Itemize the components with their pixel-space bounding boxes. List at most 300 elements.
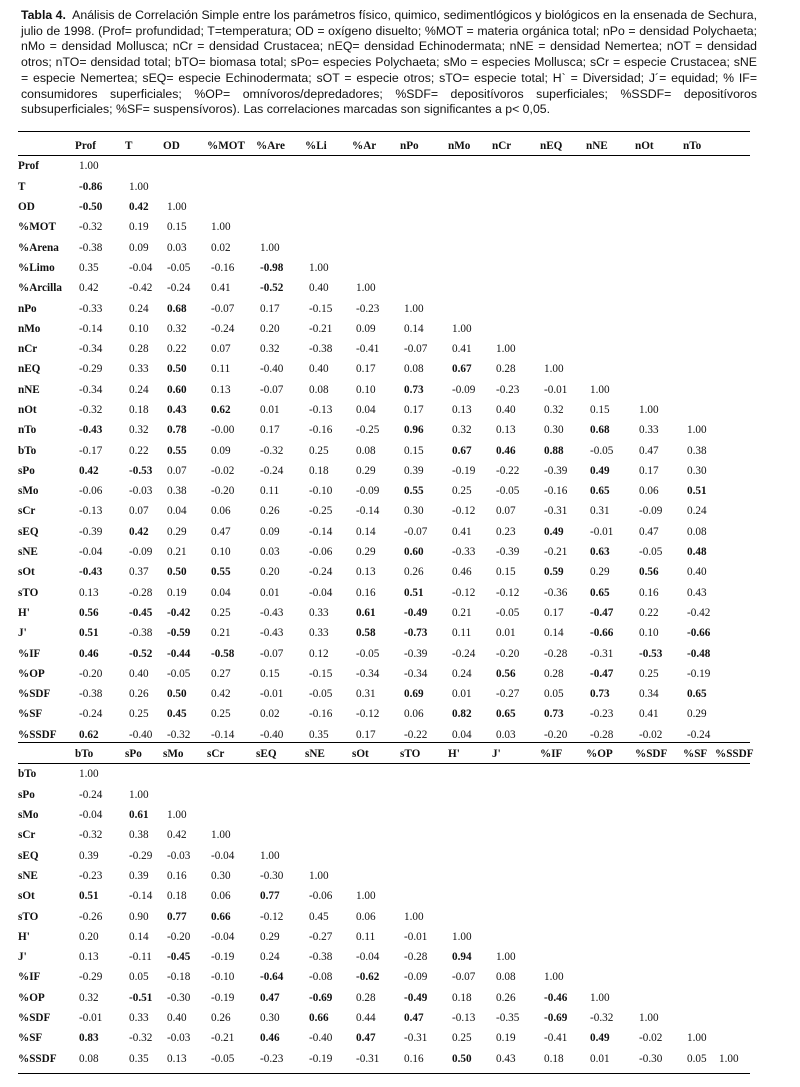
correlation-value: -0.19 xyxy=(452,464,476,477)
correlation-value: -0.07 xyxy=(260,647,284,660)
correlation-cell xyxy=(75,866,125,886)
correlation-cell xyxy=(540,967,586,987)
row-label: bTo xyxy=(18,768,37,781)
correlation-value: -0.22 xyxy=(496,464,520,477)
correlation-value: 0.13 xyxy=(356,566,376,579)
correlation-cell xyxy=(540,1008,586,1028)
empty-cell xyxy=(733,380,763,400)
correlation-value: -0.29 xyxy=(79,363,103,376)
correlation-cell xyxy=(256,319,305,339)
column-header: sNE xyxy=(305,748,325,761)
correlation-value: 0.18 xyxy=(309,464,329,477)
correlation-value: -0.24 xyxy=(452,647,476,660)
correlation-value: 0.33 xyxy=(309,627,329,640)
correlation-value: -0.24 xyxy=(260,464,284,477)
correlation-cell xyxy=(305,319,352,339)
correlation-cell xyxy=(163,603,207,623)
correlation-value: 0.42 xyxy=(129,525,149,538)
empty-cell xyxy=(492,927,540,947)
correlation-value: -0.31 xyxy=(404,1032,428,1045)
correlation-cell xyxy=(305,967,352,987)
correlation-value: -0.17 xyxy=(79,444,103,457)
correlation-value: 1.00 xyxy=(590,991,610,1004)
correlation-cell xyxy=(683,461,733,481)
correlation-cell xyxy=(305,886,352,906)
table-row xyxy=(18,805,763,825)
correlation-value: -0.69 xyxy=(309,991,333,1004)
correlation-value: -0.39 xyxy=(496,546,520,559)
empty-cell xyxy=(207,805,256,825)
correlation-cell xyxy=(683,522,733,542)
table-row xyxy=(18,522,763,542)
correlation-cell xyxy=(352,988,400,1008)
correlation-cell xyxy=(400,481,448,501)
correlation-value: 0.30 xyxy=(404,505,424,518)
correlation-cell xyxy=(125,805,163,825)
empty-cell xyxy=(448,825,492,845)
correlation-cell xyxy=(207,298,256,318)
empty-cell xyxy=(207,764,256,784)
correlation-cell xyxy=(635,501,683,521)
correlation-value: 0.68 xyxy=(167,302,187,315)
correlation-cell xyxy=(586,623,635,643)
correlation-value: 0.62 xyxy=(211,404,231,416)
correlation-cell xyxy=(540,704,586,724)
correlation-cell xyxy=(683,440,733,460)
empty-cell xyxy=(448,197,492,217)
table-2-header-rule xyxy=(18,763,750,764)
correlation-value: -0.20 xyxy=(211,485,235,498)
empty-cell xyxy=(305,825,352,845)
correlation-cell xyxy=(207,278,256,298)
correlation-value: 0.31 xyxy=(590,505,610,518)
correlation-value: 0.30 xyxy=(260,1012,280,1024)
empty-cell xyxy=(305,197,352,217)
correlation-cell xyxy=(256,461,305,481)
correlation-value: 0.38 xyxy=(687,444,707,457)
correlation-cell xyxy=(683,623,733,643)
correlation-value: -0.02 xyxy=(639,728,663,741)
correlation-value: -0.51 xyxy=(129,991,153,1004)
correlation-value: 1.00 xyxy=(356,890,376,903)
correlation-cell xyxy=(400,643,448,663)
correlation-cell xyxy=(256,258,305,278)
correlation-value: -0.32 xyxy=(260,444,284,457)
empty-cell xyxy=(492,764,540,784)
correlation-cell xyxy=(352,542,400,562)
correlation-value: 0.01 xyxy=(452,688,472,701)
correlation-value: 0.15 xyxy=(167,221,187,234)
correlation-cell xyxy=(492,440,540,460)
corner-cell xyxy=(18,136,75,156)
correlation-value: -0.41 xyxy=(544,1032,568,1045)
empty-cell xyxy=(305,177,352,197)
row-label: H' xyxy=(18,606,30,619)
row-label: sCr xyxy=(18,829,36,842)
correlation-value: -0.41 xyxy=(356,343,380,356)
correlation-cell xyxy=(163,704,207,724)
correlation-value: 0.17 xyxy=(356,728,376,741)
empty-cell xyxy=(586,764,635,784)
correlation-cell xyxy=(492,501,540,521)
empty-cell xyxy=(733,643,763,663)
correlation-cell xyxy=(125,623,163,643)
empty-cell xyxy=(256,785,305,805)
correlation-cell xyxy=(400,501,448,521)
empty-cell xyxy=(683,967,715,987)
empty-cell xyxy=(586,278,635,298)
correlation-value: -0.12 xyxy=(260,910,284,923)
correlation-value: 0.10 xyxy=(211,546,231,559)
correlation-value: 1.00 xyxy=(211,829,231,842)
correlation-cell xyxy=(540,988,586,1008)
correlation-cell xyxy=(163,988,207,1008)
correlation-value: 0.04 xyxy=(167,505,187,518)
correlation-cell xyxy=(586,562,635,582)
empty-cell xyxy=(635,258,683,278)
row-label: %SF xyxy=(18,708,43,721)
correlation-cell xyxy=(635,603,683,623)
table-row xyxy=(18,886,763,906)
correlation-cell xyxy=(586,1028,635,1048)
correlation-value: 0.14 xyxy=(356,525,376,538)
correlation-value: -0.52 xyxy=(260,282,284,295)
correlation-cell xyxy=(352,967,400,987)
correlation-value: -0.29 xyxy=(129,849,153,862)
correlation-value: -0.23 xyxy=(496,383,520,396)
row-label: H' xyxy=(18,930,30,943)
correlation-value: 0.06 xyxy=(211,890,231,903)
correlation-cell xyxy=(125,278,163,298)
correlation-value: 0.45 xyxy=(309,910,329,923)
empty-cell xyxy=(733,156,763,176)
correlation-cell xyxy=(125,825,163,845)
correlation-cell xyxy=(305,481,352,501)
correlation-cell xyxy=(207,623,256,643)
empty-cell xyxy=(540,825,586,845)
correlation-value: -0.31 xyxy=(590,647,614,660)
correlation-value: -0.24 xyxy=(687,728,711,741)
correlation-value: -0.66 xyxy=(687,627,711,640)
correlation-value: -0.09 xyxy=(452,383,476,396)
correlation-cell xyxy=(75,583,125,603)
correlation-value: 0.29 xyxy=(167,525,187,538)
correlation-cell xyxy=(448,1028,492,1048)
correlation-value: -0.73 xyxy=(404,627,428,640)
empty-cell xyxy=(683,298,733,318)
correlation-cell xyxy=(352,400,400,420)
correlation-cell xyxy=(586,481,635,501)
correlation-value: 0.22 xyxy=(129,444,149,457)
table-row xyxy=(18,825,763,845)
correlation-value: -0.44 xyxy=(167,647,191,660)
correlation-cell xyxy=(635,522,683,542)
correlation-cell xyxy=(125,704,163,724)
correlation-cell xyxy=(586,583,635,603)
correlation-cell xyxy=(75,664,125,684)
row-label: nPo xyxy=(18,302,37,315)
correlation-cell xyxy=(540,562,586,582)
correlation-cell xyxy=(305,866,352,886)
correlation-cell xyxy=(75,927,125,947)
correlation-cell xyxy=(207,339,256,359)
correlation-cell xyxy=(125,906,163,926)
empty-cell xyxy=(635,764,683,784)
correlation-value: 0.11 xyxy=(452,627,472,640)
correlation-value: 1.00 xyxy=(129,788,149,801)
correlation-cell xyxy=(448,664,492,684)
row-label: nTo xyxy=(18,424,37,437)
correlation-cell xyxy=(683,420,733,440)
correlation-value: 0.94 xyxy=(452,951,472,964)
correlation-cell xyxy=(207,1048,256,1068)
correlation-cell xyxy=(163,825,207,845)
correlation-cell xyxy=(207,258,256,278)
empty-cell xyxy=(635,845,683,865)
correlation-value: -0.64 xyxy=(260,971,284,984)
row-label: sCr xyxy=(18,505,36,518)
empty-cell xyxy=(540,927,586,947)
correlation-value: 1.00 xyxy=(687,424,707,437)
correlation-value: 1.00 xyxy=(167,201,187,214)
correlation-cell xyxy=(125,298,163,318)
correlation-value: 0.04 xyxy=(211,586,231,599)
correlation-cell xyxy=(75,643,125,663)
empty-cell xyxy=(683,380,733,400)
correlation-value: -0.13 xyxy=(309,404,333,416)
correlation-value: -0.30 xyxy=(639,1052,663,1065)
correlation-cell xyxy=(586,1048,635,1068)
correlation-value: 0.63 xyxy=(590,546,610,559)
correlation-value: 1.00 xyxy=(496,343,516,356)
correlation-value: -0.13 xyxy=(452,1012,476,1024)
correlation-value: 0.24 xyxy=(687,505,707,518)
correlation-value: -0.40 xyxy=(260,363,284,376)
correlation-value: -0.20 xyxy=(79,667,103,680)
correlation-cell xyxy=(75,177,125,197)
correlation-value: 0.29 xyxy=(356,464,376,477)
correlation-cell xyxy=(125,886,163,906)
correlation-cell xyxy=(75,217,125,237)
correlation-value: -0.23 xyxy=(590,708,614,721)
correlation-value: -0.28 xyxy=(129,586,153,599)
correlation-value: -0.86 xyxy=(79,180,103,193)
empty-cell xyxy=(352,258,400,278)
correlation-value: 0.42 xyxy=(79,464,99,477)
table-row xyxy=(18,400,763,420)
correlation-value: -0.27 xyxy=(309,930,333,943)
correlation-cell xyxy=(448,967,492,987)
correlation-value: 0.30 xyxy=(544,424,564,437)
correlation-value: 0.32 xyxy=(544,404,564,416)
column-header: %SSDF xyxy=(715,748,754,761)
correlation-cell xyxy=(635,583,683,603)
correlation-cell xyxy=(305,927,352,947)
correlation-cell xyxy=(163,805,207,825)
correlation-cell xyxy=(256,278,305,298)
correlation-value: 0.40 xyxy=(687,566,707,579)
correlation-value: -0.24 xyxy=(79,788,103,801)
correlation-cell xyxy=(125,339,163,359)
correlation-cell xyxy=(256,1028,305,1048)
correlation-value: -0.39 xyxy=(404,647,428,660)
correlation-cell xyxy=(125,258,163,278)
correlation-value: -0.07 xyxy=(211,302,235,315)
correlation-value: 0.05 xyxy=(544,688,564,701)
correlation-value: -0.66 xyxy=(590,627,614,640)
row-label: %MOT xyxy=(18,221,56,234)
empty-cell xyxy=(635,380,683,400)
correlation-cell xyxy=(75,886,125,906)
correlation-cell xyxy=(683,583,733,603)
correlation-value: 0.18 xyxy=(452,991,472,1004)
correlation-cell xyxy=(448,481,492,501)
correlation-value: 0.30 xyxy=(211,869,231,882)
correlation-value: 0.25 xyxy=(211,606,231,619)
correlation-cell xyxy=(400,583,448,603)
correlation-value: 0.42 xyxy=(129,201,149,214)
table-row xyxy=(18,967,763,987)
correlation-value: -0.49 xyxy=(404,606,428,619)
correlation-cell xyxy=(207,319,256,339)
row-label: %SDF xyxy=(18,688,51,701)
correlation-cell xyxy=(163,967,207,987)
correlation-cell xyxy=(163,461,207,481)
empty-cell xyxy=(492,298,540,318)
correlation-cell xyxy=(207,1008,256,1028)
correlation-value: 0.34 xyxy=(639,688,659,701)
correlation-cell xyxy=(586,988,635,1008)
correlation-value: -0.05 xyxy=(309,688,333,701)
row-label: nCr xyxy=(18,343,38,356)
correlation-cell xyxy=(305,643,352,663)
column-header: %Ar xyxy=(352,140,377,153)
table-mid-rule xyxy=(18,742,750,743)
correlation-cell xyxy=(305,603,352,623)
correlation-value: 0.13 xyxy=(452,404,472,416)
correlation-value: 0.37 xyxy=(129,566,149,579)
correlation-cell xyxy=(352,1008,400,1028)
correlation-cell xyxy=(305,298,352,318)
correlation-value: 0.05 xyxy=(687,1052,707,1065)
correlation-cell xyxy=(163,339,207,359)
empty-cell xyxy=(448,237,492,257)
correlation-value: -0.06 xyxy=(79,485,103,498)
correlation-value: -0.21 xyxy=(309,322,333,335)
correlation-cell xyxy=(448,339,492,359)
empty-cell xyxy=(492,886,540,906)
correlation-cell xyxy=(163,522,207,542)
correlation-cell xyxy=(400,967,448,987)
empty-cell xyxy=(400,785,448,805)
correlation-cell xyxy=(448,542,492,562)
correlation-value: 1.00 xyxy=(544,971,564,984)
correlation-cell xyxy=(75,298,125,318)
empty-cell xyxy=(683,237,733,257)
empty-cell xyxy=(733,623,763,643)
correlation-cell xyxy=(492,380,540,400)
correlation-value: 0.02 xyxy=(211,241,231,254)
correlation-value: -0.23 xyxy=(356,302,380,315)
correlation-value: -0.12 xyxy=(452,586,476,599)
correlation-cell xyxy=(125,237,163,257)
correlation-cell xyxy=(207,461,256,481)
correlation-value: 0.39 xyxy=(129,869,149,882)
correlation-cell xyxy=(352,380,400,400)
correlation-cell xyxy=(125,400,163,420)
empty-cell xyxy=(492,319,540,339)
empty-cell xyxy=(352,805,400,825)
empty-cell xyxy=(400,177,448,197)
empty-cell xyxy=(400,805,448,825)
column-header: %IF xyxy=(540,748,563,761)
empty-cell xyxy=(715,947,763,967)
correlation-value: 0.51 xyxy=(79,890,99,903)
correlation-cell xyxy=(352,664,400,684)
empty-cell xyxy=(448,764,492,784)
correlation-value: -0.05 xyxy=(211,1052,235,1065)
correlation-cell xyxy=(75,764,125,784)
correlation-value: -0.48 xyxy=(687,647,711,660)
correlation-cell xyxy=(352,359,400,379)
correlation-value: 0.51 xyxy=(79,627,99,640)
table-1-header xyxy=(18,136,763,156)
correlation-value: 0.19 xyxy=(167,586,187,599)
empty-cell xyxy=(715,1028,763,1048)
correlation-cell xyxy=(400,947,448,967)
correlation-cell xyxy=(125,947,163,967)
correlation-value: 1.00 xyxy=(211,221,231,234)
correlation-value: -0.59 xyxy=(167,627,191,640)
correlation-value: 0.17 xyxy=(356,363,376,376)
correlation-cell xyxy=(256,704,305,724)
correlation-value: 0.46 xyxy=(452,566,472,579)
correlation-cell xyxy=(400,400,448,420)
correlation-value: 1.00 xyxy=(79,768,99,781)
correlation-value: 0.10 xyxy=(639,627,659,640)
empty-cell xyxy=(715,866,763,886)
correlation-value: -0.24 xyxy=(79,708,103,721)
correlation-value: 0.01 xyxy=(590,1052,610,1065)
empty-cell xyxy=(400,156,448,176)
row-label: %Limo xyxy=(18,261,55,274)
empty-cell xyxy=(400,764,448,784)
empty-cell xyxy=(586,906,635,926)
correlation-table-1 xyxy=(18,136,763,745)
correlation-cell xyxy=(207,603,256,623)
correlation-value: 0.03 xyxy=(260,546,280,559)
correlation-value: -0.22 xyxy=(404,728,428,741)
table-row xyxy=(18,298,763,318)
correlation-value: 0.08 xyxy=(496,971,516,984)
correlation-value: -0.11 xyxy=(129,951,152,964)
correlation-value: 0.16 xyxy=(404,1052,424,1065)
correlation-value: 0.35 xyxy=(309,728,329,741)
empty-cell xyxy=(635,866,683,886)
correlation-value: -0.38 xyxy=(79,241,103,254)
correlation-cell xyxy=(163,420,207,440)
correlation-cell xyxy=(207,400,256,420)
correlation-cell xyxy=(256,562,305,582)
table-row xyxy=(18,562,763,582)
empty-cell xyxy=(586,785,635,805)
empty-cell xyxy=(400,197,448,217)
correlation-value: 1.00 xyxy=(639,404,659,416)
correlation-value: 0.58 xyxy=(356,627,376,640)
row-label: OD xyxy=(18,201,35,214)
correlation-cell xyxy=(163,400,207,420)
correlation-value: -0.38 xyxy=(79,688,103,701)
